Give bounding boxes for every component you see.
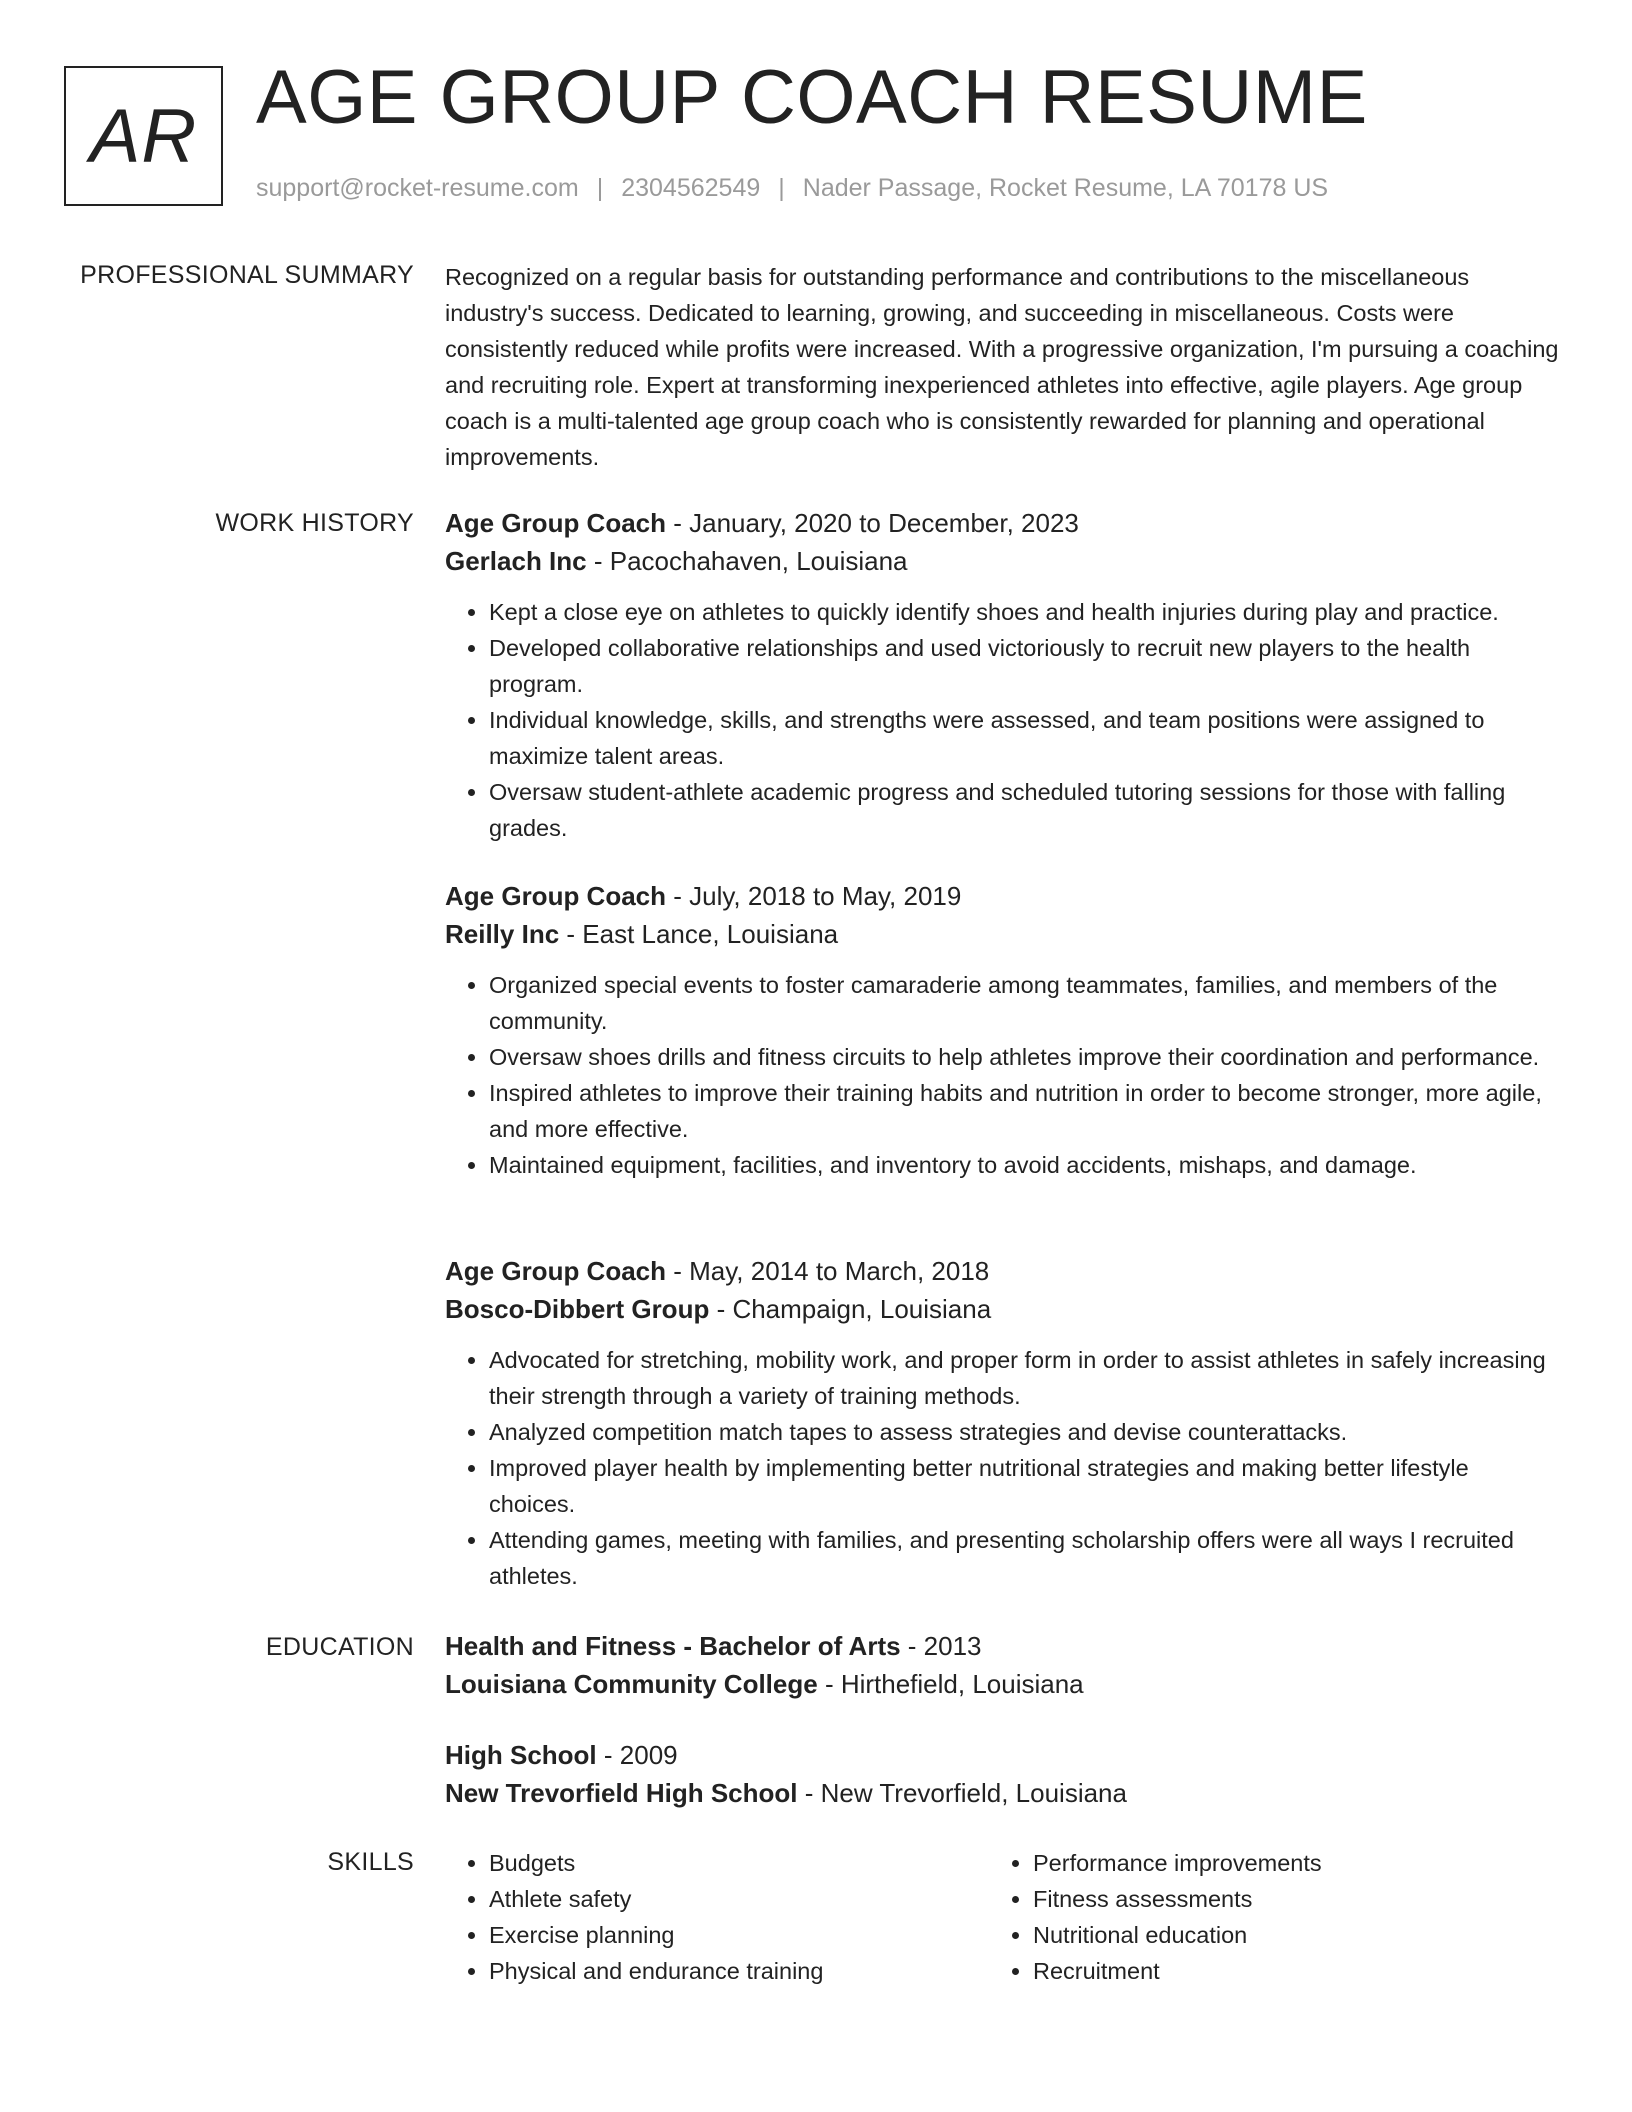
contact-address: Nader Passage, Rocket Resume, LA 70178 US [802, 174, 1329, 202]
contact-separator: | [778, 174, 785, 202]
job-company-line [445, 542, 1560, 580]
education-entry [445, 1736, 1560, 1812]
education-degree-line [445, 1736, 1560, 1774]
education-school: Louisiana Community College [445, 1669, 818, 1699]
job-role: Age Group Coach [445, 508, 667, 538]
job-bullet: • Individual knowledge, skills, and strengths were assessed, and team positions were assigned to maximize talent areas. [489, 702, 1560, 774]
job-bullets [445, 967, 1560, 1183]
job-company: Bosco-Dibbert Group [445, 1294, 710, 1324]
education-year: - 2009 [596, 1740, 678, 1770]
job-entry [445, 504, 1560, 846]
section-title-skills: SKILLS [327, 1848, 414, 1876]
job-bullet: • Analyzed competition match tapes to assess strategies and devise counterattacks. [489, 1414, 1560, 1450]
education-degree: High School [445, 1740, 597, 1770]
job-bullet: • Oversaw shoes drills and fitness circuits to help athletes improve their coordination and performance. [489, 1039, 1560, 1075]
skill-item: • Exercise planning [489, 1917, 965, 1953]
contact-phone: 2304562549 [621, 174, 761, 202]
job-location: - East Lance, Louisiana [559, 919, 839, 949]
skills-column-left [445, 1845, 965, 1989]
job-entry [445, 877, 1560, 1183]
education-location: - New Trevorfield, Louisiana [797, 1778, 1127, 1808]
education-school-line [445, 1665, 1560, 1703]
job-bullet: • Organized special events to foster camaraderie among teammates, families, and members of the community. [489, 967, 1560, 1039]
resume-title: AGE GROUP COACH RESUME [256, 55, 1368, 140]
skills-column-right [989, 1845, 1509, 1989]
skill-item: • Nutritional education [1033, 1917, 1509, 1953]
job-location: - Champaign, Louisiana [709, 1294, 992, 1324]
job-title-line [445, 1252, 1560, 1290]
job-bullet: • Inspired athletes to improve their training habits and nutrition in order to become stronger, more agile, and more effective. [489, 1075, 1560, 1147]
skills-list [989, 1845, 1509, 1989]
job-title-line [445, 877, 1560, 915]
job-dates: - May, 2014 to March, 2018 [666, 1256, 990, 1286]
job-bullet: • Oversaw student-athlete academic progress and scheduled tutoring sessions for those with falling grades. [489, 774, 1560, 846]
job-bullets [445, 594, 1560, 846]
education-degree-line [445, 1627, 1560, 1665]
education-school-line [445, 1774, 1560, 1812]
job-company-line [445, 1290, 1560, 1328]
job-title-line [445, 504, 1560, 542]
job-role: Age Group Coach [445, 1256, 667, 1286]
skill-item: • Fitness assessments [1033, 1881, 1509, 1917]
section-title-education: EDUCATION [265, 1633, 414, 1661]
skills-list [445, 1845, 965, 1989]
job-bullet: • Improved player health by implementing better nutritional strategies and making better lifestyle choices. [489, 1450, 1560, 1522]
section-title-work-history: WORK HISTORY [215, 509, 414, 537]
contact-line [256, 174, 1328, 203]
job-role: Age Group Coach [445, 881, 667, 911]
job-company: Reilly Inc [445, 919, 560, 949]
contact-separator: | [596, 174, 604, 202]
job-bullet: • Advocated for stretching, mobility work, and proper form in order to assist athletes in safely increasing their strength through a variety of training methods. [489, 1342, 1560, 1414]
education-entry [445, 1627, 1560, 1703]
job-bullet: • Kept a close eye on athletes to quickly identify shoes and health injuries during play and practice. [489, 594, 1560, 630]
job-bullets [445, 1342, 1560, 1594]
job-dates: - January, 2020 to December, 2023 [666, 508, 1079, 538]
job-company-line [445, 915, 1560, 953]
job-bullet: • Maintained equipment, facilities, and inventory to avoid accidents, mishaps, and damage. [489, 1147, 1560, 1183]
summary-body [445, 259, 1560, 475]
job-company: Gerlach Inc [445, 546, 587, 576]
summary-text: Recognized on a regular basis for outstanding performance and contributions to the miscellaneous industry's success. Dedicated to learning, growing, and succeeding in miscellaneous. Costs were consistently reduced while profits were increased. With a progressive organization, I'm pursuing a coaching and recruiting role. Expert at transforming inexperienced athletes into effective, agile players. Age group coach is a multi-talented age group coach who is consistently rewarded for planning and operational improvements. [445, 264, 1559, 470]
skill-item: • Budgets [489, 1845, 965, 1881]
job-location: - Pacochahaven, Louisiana [586, 546, 908, 576]
skill-item: • Physical and endurance training [489, 1953, 965, 1989]
education-year: - 2013 [900, 1631, 982, 1661]
job-entry [445, 1252, 1560, 1594]
education-location: - Hirthefield, Louisiana [817, 1669, 1084, 1699]
education-school: New Trevorfield High School [445, 1778, 798, 1808]
contact-email: support@rocket-resume.com [256, 174, 579, 202]
education-degree: Health and Fitness - Bachelor of Arts [445, 1631, 901, 1661]
job-bullet: • Attending games, meeting with families, and presenting scholarship offers were all ways I recruited athletes. [489, 1522, 1560, 1594]
section-title-summary: PROFESSIONAL SUMMARY [80, 261, 414, 289]
skill-item: • Performance improvements [1033, 1845, 1509, 1881]
skill-item: • Recruitment [1033, 1953, 1509, 1989]
job-bullet: • Developed collaborative relationships and used victoriously to recruit new players to the health program. [489, 630, 1560, 702]
skill-item: • Athlete safety [489, 1881, 965, 1917]
monogram-logo: AR [64, 66, 223, 206]
job-dates: - July, 2018 to May, 2019 [666, 881, 962, 911]
